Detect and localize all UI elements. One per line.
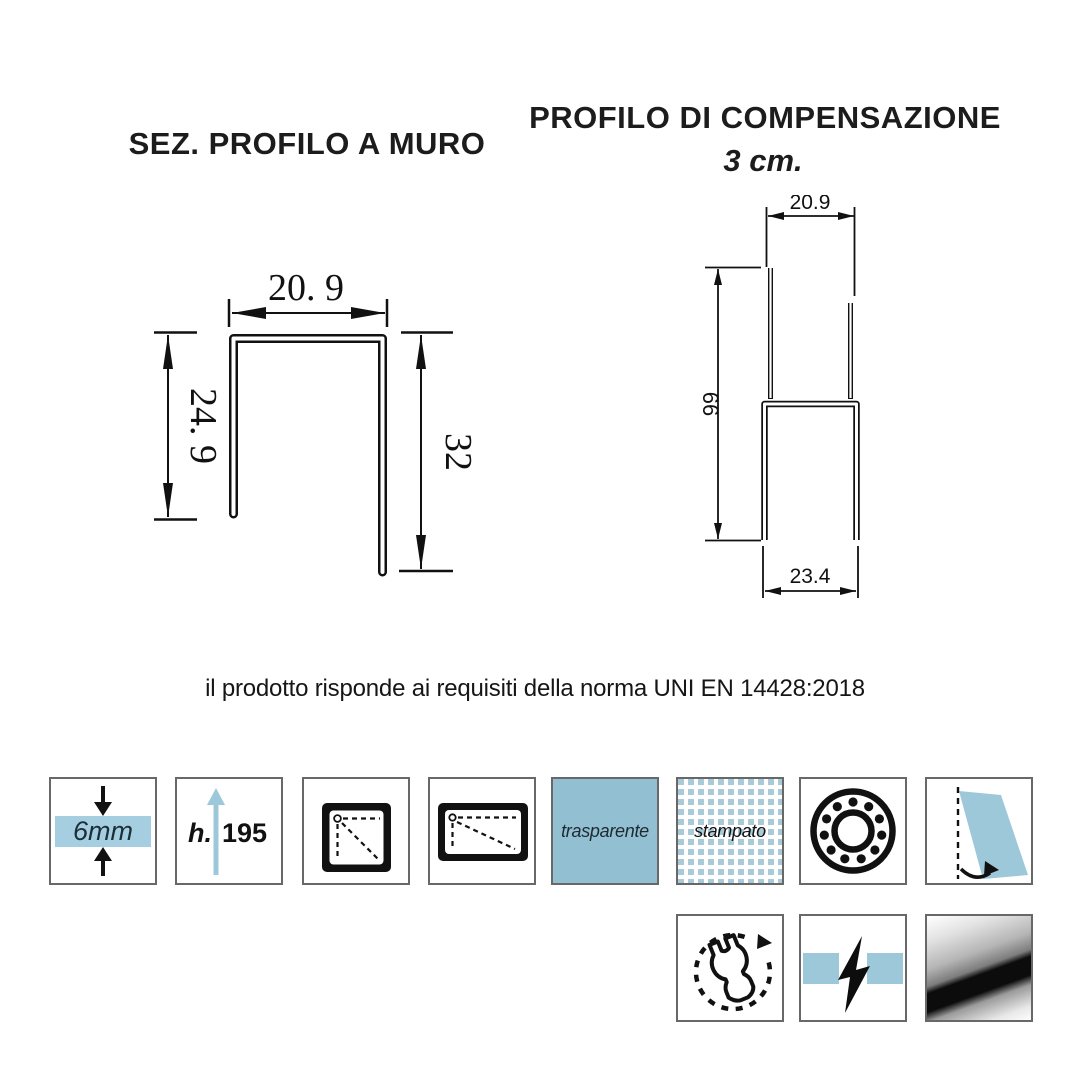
dim-left-label: 66 [698, 391, 723, 417]
dim-left-label: 24. 9 [182, 388, 224, 464]
ball-bearing-icon [801, 779, 905, 883]
glass-thickness-icon [51, 779, 155, 883]
icon-height [175, 777, 283, 885]
square-tray-icon [304, 779, 408, 883]
printed-label: stampato [694, 820, 766, 841]
arrow-left-icon [232, 307, 266, 319]
icon-transparent-glass [551, 777, 659, 885]
arrow-right-icon [840, 587, 856, 595]
arrow-down-icon [416, 535, 426, 569]
icon-printed-glass [676, 777, 784, 885]
arrow-left-icon [765, 587, 781, 595]
compensation-profile-diagram [680, 195, 1000, 615]
extension-lines [767, 207, 855, 296]
icon-glass-thickness [49, 777, 157, 885]
transparent-label: trasparente [561, 820, 649, 841]
height-arrow-icon [177, 779, 281, 883]
icon-square-tray [302, 777, 410, 885]
rect-tray-icon [430, 779, 534, 883]
dim-top-label: 20.9 [789, 195, 831, 214]
arrow-up-icon [714, 269, 722, 285]
icon-ball-bearing [799, 777, 907, 885]
icon-safety-glass [799, 914, 907, 1022]
right-diagram-subtitle: 3 cm. [723, 143, 803, 178]
icon-chrome-finish [925, 914, 1033, 1022]
arrow-up-icon [163, 335, 173, 369]
icon-rect-tray [428, 777, 536, 885]
wall-profile-diagram [140, 255, 480, 600]
arrow-up-icon [416, 335, 426, 369]
arrow-left-icon [768, 212, 784, 220]
height-prefix-label: h. [188, 818, 212, 848]
profile-outline [234, 339, 383, 573]
left-diagram-title: SEZ. PROFILO A MURO [128, 126, 486, 161]
wrench-rotation-icon [678, 916, 782, 1020]
glass-thickness-label: 6mm [73, 816, 133, 846]
norm-note: il prodotto risponde ai requisiti della norma UNI EN 14428:2018 [205, 675, 865, 702]
icon-pivot-door [925, 777, 1033, 885]
arrow-right-icon [351, 307, 385, 319]
dim-top-label: 20. 9 [268, 267, 344, 309]
dim-right-label: 32 [437, 433, 479, 471]
arrow-down-icon [714, 523, 722, 539]
right-diagram-title: PROFILO DI COMPENSAZIONE [529, 100, 1001, 135]
lower-box-outline [765, 404, 857, 540]
arrow-down-icon [163, 483, 173, 517]
lightning-glass-icon [801, 916, 905, 1020]
pivot-door-icon [927, 779, 1031, 883]
lower-box-inner [765, 404, 857, 540]
height-value-label: 195 [222, 818, 268, 848]
arrow-right-icon [838, 212, 854, 220]
dim-bottom-label: 23.4 [789, 565, 831, 588]
icon-easy-assembly [676, 914, 784, 1022]
profile-inner [234, 339, 383, 573]
